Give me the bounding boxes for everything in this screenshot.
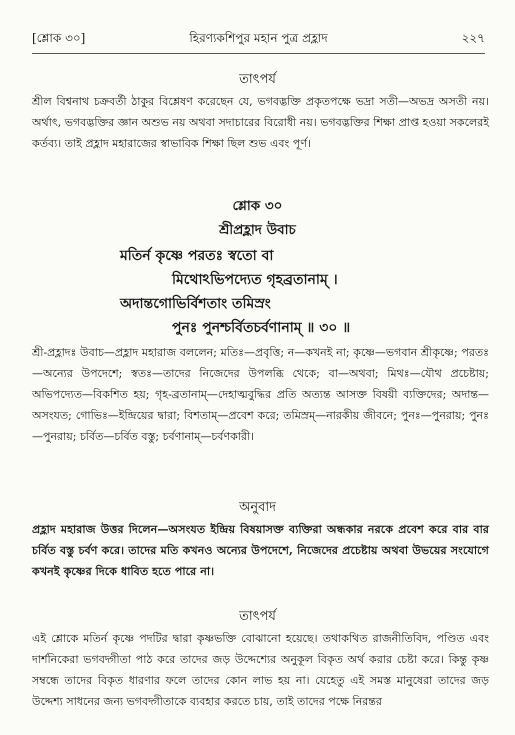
verse-line: মতির্ন কৃষ্ণে পরতঃ স্বতো বা: [120, 248, 274, 264]
purport-heading: তাৎপর্য: [239, 609, 276, 624]
header-rule: [32, 53, 485, 54]
page-header: [32, 30, 485, 50]
purport-heading: তাৎপর্য: [239, 72, 276, 87]
purport-paragraph: শ্রীল বিশ্বনাথ চক্রবর্তী ঠাকুর বিশ্লেষণ করেছেন যে, ভগবদ্ভক্তি প্রকৃতপক্ষে ভদ্রা সতী—অভদ্র অসতী নয়। অর্থাৎ, ভগবদ্ভক্তির জ্ঞান অশুভ নয় অথবা সদাচারের বিরোধী নয়। ভগবদ্ভক্তির শিক্ষা প্রাপ্ত হওয়া সকলেরই কর্তব্য। তাই প্রহ্লাদ মহারাজের স্বাভাবিক শিক্ষা ছিল শুভ এবং পূর্ণ।: [32, 95, 489, 150]
verse-reference: [শ্লোক ৩০]: [32, 31, 86, 45]
verse-number: শ্লোক ৩০: [232, 198, 283, 214]
verse-line: পুনঃ পুনশ্চর্বিতচর্বণানাম্ ॥ ৩০ ॥: [172, 320, 351, 336]
purport-paragraph: এই শ্লোকে মতির্ন কৃষ্ণে পদটির দ্বারা কৃষ্ণভক্তি বোঝানো হয়েছে। তথাকথিত রাজনীতিবিদ, পণ্ডিত এবং দার্শনিকেরা ভগবদ্গীতা পাঠ করে তাদের জড় উদ্দেশ্যের অনুকূল বিকৃত অর্থ করার চেষ্টা করে। কিন্তু কৃষ্ণ সম্বন্ধে তাদের বিকৃত ধারণার ফলে তাদের কোন লাভ হয় না। যেহেতু এই সমস্ত মানুষেরা তাদের জড় উদ্দেশ্য সাধনের জন্য ভগবদ্গীতাকে ব্যবহার করতে চায়, তাই তাদের পক্ষে নিরন্তর: [32, 632, 489, 708]
running-title: হিরণ্যকশিপুর মহান পুত্র প্রহ্লাদ: [189, 31, 328, 45]
synonyms-paragraph: শ্রী-প্রহ্লাদঃ উবাচ—প্রহ্লাদ মহারাজ বললেন; মতিঃ—প্রবৃত্তি; ন—কখনই না; কৃষ্ণে—ভগবান শ্রীকৃষ্ণে; পরতঃ—অন্যের উপদেশে; স্বতঃ—তাদের নিজেদের উপলব্ধি থেকে; বা—অথবা; মিথঃ—যৌথ প্রচেষ্টায়; অভিপদ্যেত—বিকশিত হয়; গৃহ-ব্রতানাম্—দেহাত্মবুদ্ধির প্রতি অত্যন্ত আসক্ত বিষয়ী ব্যক্তিদের; অদান্ত—অসংযত; গোভিঃ—ইন্দ্রিয়ের দ্বারা; বিশতাম্—প্রবেশ করে; তমিস্রম্—নারকীয় জীবনে; পুনঃ—পুনরায়; পুনঃ—পুনরায়; চর্বিত—চর্বিত বস্তু; চর্বণানাম্—চর্বণকারী।: [32, 346, 489, 443]
page-number: ২২৭: [461, 31, 485, 45]
verse-line: অদান্তগোভির্বিশতাং তমিস্রং: [120, 296, 271, 312]
verse-speaker: শ্রীপ্রহ্লাদ উবাচ: [219, 222, 296, 238]
translation-heading: অনুবাদ: [239, 500, 276, 515]
verse-line: মিথোঽভিপদ্যেত গৃহব্রতানাম্ ।: [172, 272, 338, 288]
translation-paragraph: প্রহ্লাদ মহারাজ উত্তর দিলেন—অসংযত ইন্দ্রিয় বিষয়াসক্ত ব্যক্তিরা অন্ধকার নরকে প্রবেশ করে বার বার চর্বিত বস্তু চর্বণ করে। তাদের মতি কখনও অন্যের উপদেশে, নিজেদের প্রচেষ্টায় অথবা উভয়ের সংযোগে কখনই কৃষ্ণের দিকে ধাবিত হতে পারে না।: [32, 522, 489, 578]
